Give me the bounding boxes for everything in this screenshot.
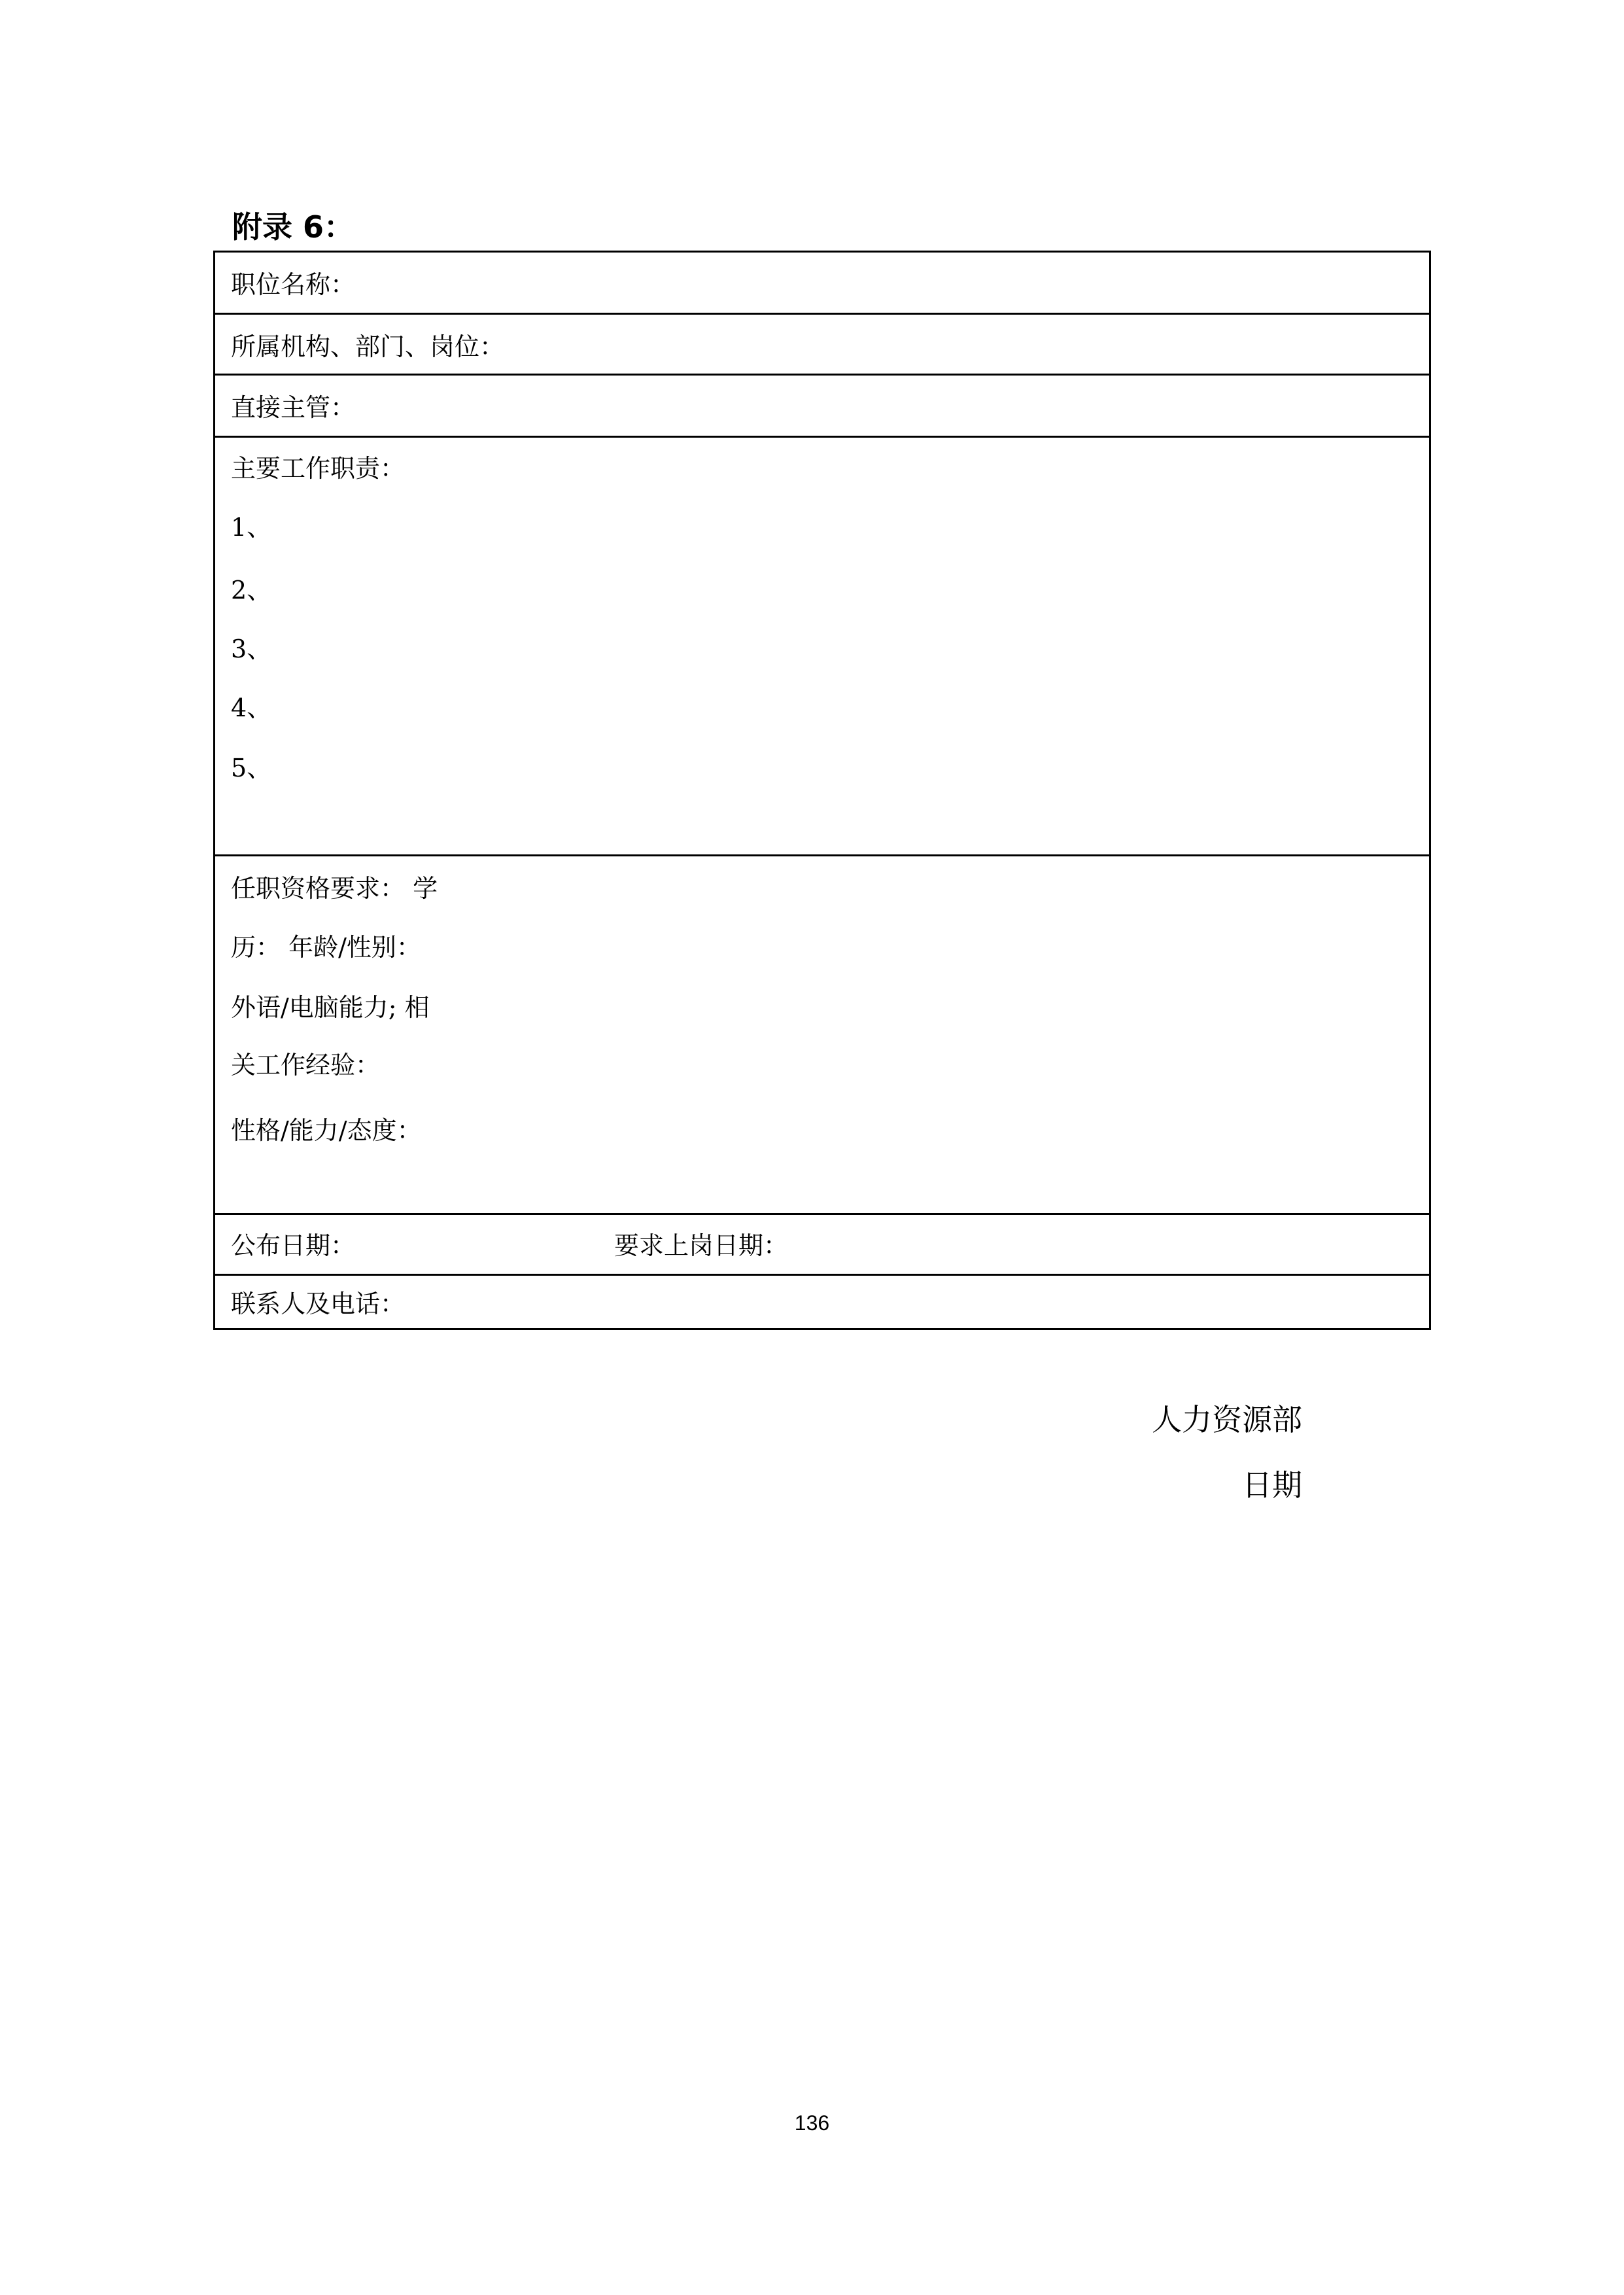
duty-item: 1、 <box>231 513 272 542</box>
qualification-line: 历： 年龄/性别： <box>231 933 421 962</box>
qualification-line: 性格/能力/态度： <box>231 1116 422 1145</box>
duty-item: 2、 <box>231 576 272 604</box>
signature-department: 人力资源部 <box>1152 1402 1302 1437</box>
row-dates <box>215 1215 1429 1276</box>
row-position-name <box>215 253 1429 315</box>
row-contact <box>215 1276 1429 1330</box>
appendix-heading: 附录 6： <box>232 209 354 245</box>
row-qualifications <box>215 856 1429 1215</box>
qualification-line: 关工作经验： <box>231 1051 381 1079</box>
start-date-label: 要求上岗日期： <box>614 1231 789 1260</box>
row-duties <box>215 438 1429 856</box>
row-department <box>215 315 1429 376</box>
duty-item: 3、 <box>231 635 272 663</box>
duty-item: 4、 <box>231 693 272 722</box>
page-number: 136 <box>794 2111 830 2135</box>
qualification-line: 任职资格要求： 学 <box>231 874 438 903</box>
duty-item: 5、 <box>231 754 272 782</box>
qualification-line: 外语/电脑能力; 相 <box>231 993 430 1022</box>
signature-date: 日期 <box>1242 1467 1302 1503</box>
position-name-label: 职位名称： <box>231 270 356 299</box>
job-posting-form <box>213 251 1431 1330</box>
duties-label: 主要工作职责： <box>231 454 406 483</box>
row-supervisor <box>215 376 1429 438</box>
publish-date-label: 公布日期： <box>231 1231 356 1260</box>
department-label: 所属机构、部门、岗位： <box>231 332 505 361</box>
supervisor-label: 直接主管： <box>231 393 356 422</box>
contact-label: 联系人及电话： <box>231 1289 406 1318</box>
